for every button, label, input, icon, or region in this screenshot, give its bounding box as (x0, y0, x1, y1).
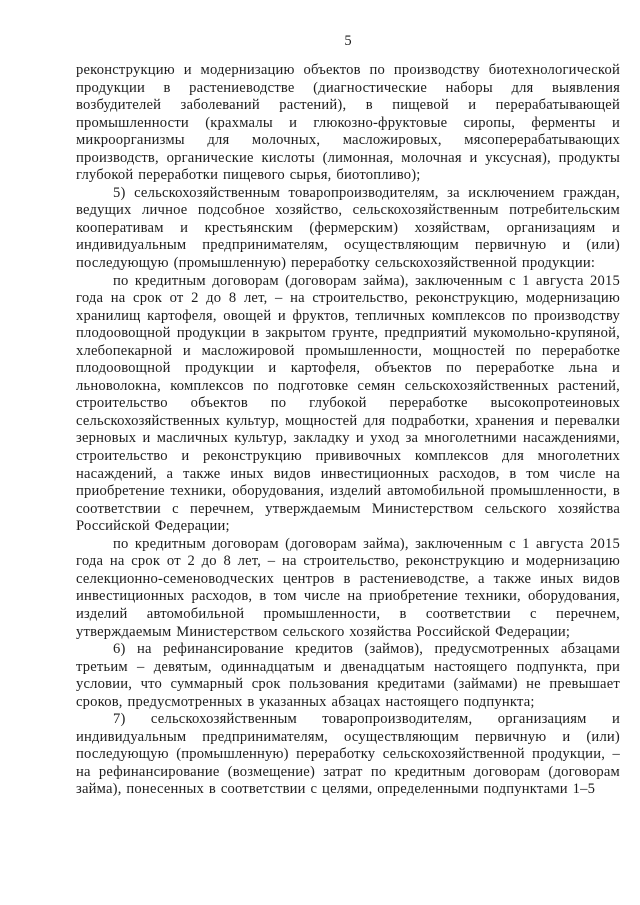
body-paragraph-credit-terms-2: по кредитным договорам (договорам займа), заключенным с 1 августа 2015 года на срок от 2 до 8 лет, – на строительство, реконструкцию и модернизацию селекционно-семеноводческих центров в растениеводстве, а также иных видов инвестиционных расходов, в том числе на приобретение техники, оборудования, изделий автомобильной промышленности, в соответствии с перечнем, утверждаемым Министерством сельского хозяйства Российской Федерации; (76, 535, 620, 640)
body-paragraph-continuation: реконструкцию и модернизацию объектов по производству биотехнологической продукции в растениеводстве (диагностические наборы для выявления возбудителей заболеваний растений), в пищевой и перерабатывающей промышленности (крахмалы и глюкозно-фруктовые сиропы, ферменты и микроорганизмы для молочных, масложировых, мясоперерабатывающих производств, органические кислоты (лимонная, молочная и уксусная), продукты глубокой переработки пищевого сырья, биотопливо); (76, 62, 620, 184)
document-body (76, 62, 620, 799)
body-paragraph-item-5: 5) сельскохозяйственным товаропроизводителям, за исключением граждан, ведущих личное подсобное хозяйство, сельскохозяйственным потребительским кооперативам и крестьянским (фермерским) хозяйствам, организациям и индивидуальным предпринимателям, осуществляющим первичную и (или) последующую (промышленную) переработку сельскохозяйственной продукции: (76, 184, 620, 272)
page-number: 5 (344, 33, 352, 49)
body-paragraph-item-6: 6) на рефинансирование кредитов (займов), предусмотренных абзацами третьим – девятым, одиннадцатым и двенадцатым настоящего подпункта, при условии, что суммарный срок пользования кредитами (займами) не превышает сроков, предусмотренных в указанных абзацах настоящего подпункта; (76, 641, 620, 710)
body-paragraph-credit-terms-1: по кредитным договорам (договорам займа), заключенным с 1 августа 2015 года на срок от 2 до 8 лет, – на строительство, реконструкцию, модернизацию хранилищ картофеля, овощей и фруктов, тепличных комплексов по производству плодоовощной продукции в закрытом грунте, предприятий мукомольно-крупяной, хлебопекарной и масложировой промышленности, мощностей по переработке плодоовощной продукции и картофеля, объектов по переработке льна и льноволокна, комплексов по подготовке семян сельскохозяйственных растений, строительство объектов по глубокой переработке высокопротеиновых сельскохозяйственных культур, мощностей для подработки, хранения и перевалки зерновых и масличных культур, закладку и уход за многолетними насаждениями, строительство и реконструкцию прививочных комплексов для многолетних насаждений, а также иных видов инвестиционных расходов, в том числе на приобретение техники, оборудования, изделий автомобильной промышленности, в соответствии с перечнем, утверждаемым Министерством сельского хозяйства Российской Федерации; (76, 272, 620, 535)
body-paragraph-item-7: 7) сельскохозяйственным товаропроизводителям, организациям и индивидуальным предпринимателям, осуществляющим первичную и (или) последующую (промышленную) переработку сельскохозяйственной продукции, – на рефинансирование (возмещение) затрат по кредитным договорам (договорам займа), понесенных в соответствии с целями, определенными подпунктами 1–5 (76, 711, 620, 798)
